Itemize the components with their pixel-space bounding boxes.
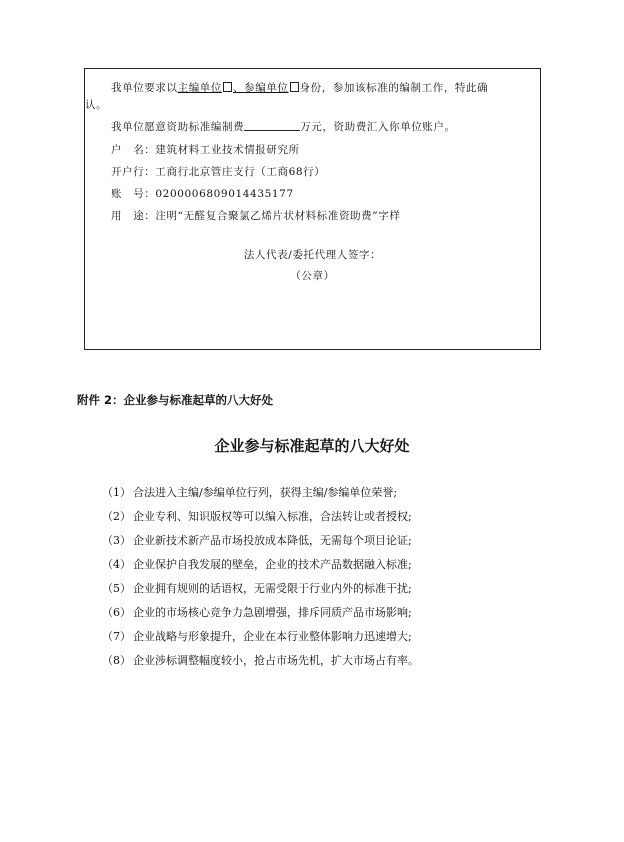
benefit-item — [102, 582, 412, 596]
benefit-text: 企业涉标调整幅度较小，抢占市场先机，扩大市场占有率。 — [133, 654, 419, 667]
benefit-number: （5） — [102, 582, 131, 595]
benefit-text: 合法进入主编/参编单位行列，获得主编/参编单位荣誉; — [133, 486, 398, 499]
role-prefix: 我单位要求以 — [111, 82, 178, 94]
benefit-number: （4） — [102, 558, 131, 571]
option-separator: 、 — [233, 82, 245, 94]
main-editor-checkbox[interactable] — [223, 82, 232, 92]
benefit-number: （3） — [102, 534, 131, 547]
signature-label: 法人代表/委托代理人签字： — [243, 249, 382, 261]
benefit-text: 企业保护自我发展的壁垒，企业的技术产品数据融入标准; — [133, 558, 412, 571]
role-options — [178, 82, 300, 94]
funding-suffix: 万元，资助费汇入你单位账户。 — [300, 121, 456, 133]
benefit-number: （6） — [102, 606, 131, 619]
official-seal-label: （公章） — [290, 270, 335, 282]
benefit-text: 企业专利、知识版权等可以编入标准，合法转让或者授权; — [133, 510, 412, 523]
benefit-item — [102, 606, 412, 620]
benefit-item — [102, 558, 412, 572]
benefit-item — [102, 654, 419, 668]
benefit-text: 企业的市场核心竞争力急剧增强，排斥同质产品市场影响; — [133, 606, 412, 619]
benefit-number: （1） — [102, 486, 131, 499]
role-suffix: 身份，参加该标准的编制工作，特此确 — [299, 82, 489, 94]
role-statement-continued: 认。 — [85, 99, 108, 111]
role-statement — [111, 81, 488, 95]
benefit-number: （7） — [102, 630, 131, 643]
benefits-heading: 企业参与标准起草的八大好处 — [214, 437, 410, 455]
benefit-text: 企业战略与形象提升，企业在本行业整体影响力迅速增大; — [133, 630, 412, 643]
benefit-item — [102, 510, 412, 524]
bank-name: 开户行：工商行北京管庄支行（工商68行） — [111, 166, 326, 178]
funding-statement — [111, 120, 456, 134]
benefit-item — [102, 534, 412, 548]
account-name: 户 名：建筑材料工业技术情报研究所 — [111, 144, 300, 156]
benefit-text: 企业新技术新产品市场投放成本降低，无需每个项目论证; — [133, 534, 412, 547]
option-co-editor: 参编单位 — [244, 82, 289, 94]
benefit-text: 企业拥有规则的话语权，无需受限于行业内外的标准干扰; — [133, 582, 412, 595]
option-main-editor: 主编单位 — [177, 82, 223, 94]
benefit-item — [102, 630, 412, 644]
sponsorship-form-box — [84, 68, 541, 350]
funding-amount-blank[interactable] — [244, 121, 300, 131]
benefit-number: （8） — [102, 654, 131, 667]
benefit-item — [102, 486, 397, 500]
co-editor-checkbox[interactable] — [290, 82, 299, 92]
payment-purpose: 用 途：注明“无醛复合聚氯乙烯片状材料标准资助费”字样 — [111, 210, 401, 222]
funding-prefix: 我单位愿意资助标准编制费 — [111, 121, 245, 133]
attachment-title: 附件 2：企业参与标准起草的八大好处 — [77, 393, 274, 407]
benefit-number: （2） — [102, 510, 131, 523]
account-number: 账 号：0200006809014435177 — [111, 188, 294, 200]
